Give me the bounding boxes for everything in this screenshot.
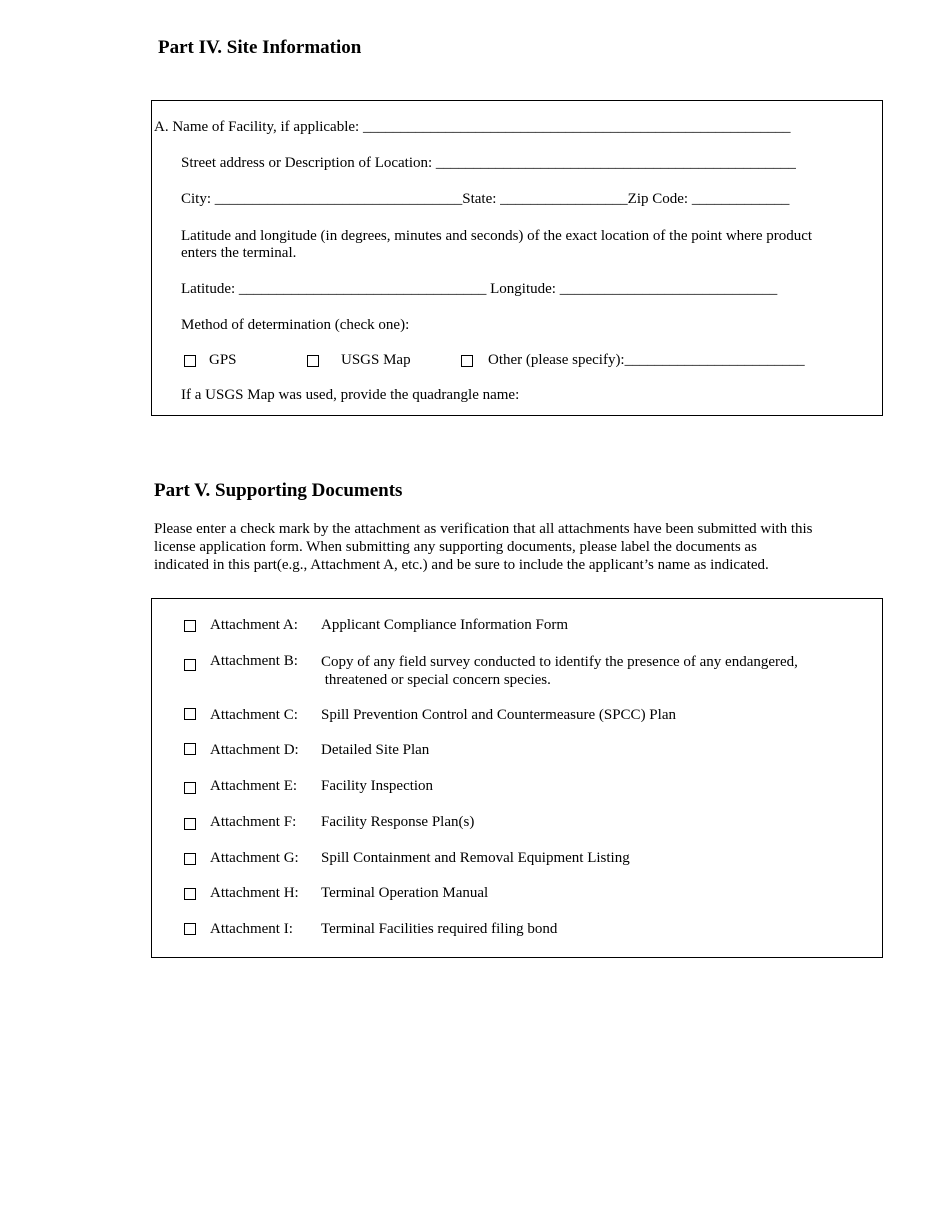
- attachment-g-checkbox[interactable]: [184, 853, 196, 865]
- attachment-h-checkbox[interactable]: [184, 888, 196, 900]
- attachment-a-desc: Applicant Compliance Information Form: [321, 617, 569, 633]
- attachment-b-desc-line: threatened or special concern species.: [321, 672, 551, 688]
- attachment-a-label: Attachment A:: [210, 617, 298, 633]
- attachment-d-checkbox[interactable]: [184, 743, 196, 755]
- method-label: Method of determination (check one):: [181, 317, 410, 333]
- intro-line: license application form. When submitting any supporting documents, please label the documents as: [154, 539, 757, 555]
- gps-checkbox[interactable]: [184, 355, 196, 367]
- intro-line: Please enter a check mark by the attachment as verification that all attachments have been submitted with this: [154, 521, 813, 537]
- attachment-e-checkbox[interactable]: [184, 782, 196, 794]
- latlong-desc-line: enters the terminal.: [181, 245, 297, 261]
- intro-line: indicated in this part(e.g., Attachment A, etc.) and be sure to include the applicant’s name as indicated.: [154, 557, 769, 573]
- usgs-quadrangle-prompt: If a USGS Map was used, provide the quadrangle name:: [181, 387, 520, 403]
- attachment-c-checkbox[interactable]: [184, 708, 196, 720]
- attachment-f-desc: Facility Response Plan(s): [321, 814, 475, 830]
- attachment-b-desc-line: Copy of any field survey conducted to identify the presence of any endangered,: [321, 654, 798, 670]
- attachment-e-desc: Facility Inspection: [321, 778, 434, 794]
- part5-title: Part V. Supporting Documents: [154, 480, 403, 501]
- latlong-description: [181, 228, 812, 262]
- attachment-g-label: Attachment G:: [210, 850, 299, 866]
- attachment-c-label: Attachment C:: [210, 707, 298, 723]
- usgs-map-option-label: USGS Map: [341, 352, 411, 368]
- attachment-b-label: Attachment B:: [210, 653, 298, 669]
- attachment-b-desc: [321, 653, 798, 689]
- attachment-d-label: Attachment D:: [210, 742, 299, 758]
- attachment-i-desc: Terminal Facilities required filing bond: [321, 921, 558, 937]
- street-address-field[interactable]: Street address or Description of Location: ________________________________________________: [181, 155, 796, 171]
- attachment-b-checkbox[interactable]: [184, 659, 196, 671]
- attachment-f-checkbox[interactable]: [184, 818, 196, 830]
- other-checkbox[interactable]: [461, 355, 473, 367]
- part4-title: Part IV. Site Information: [158, 37, 362, 58]
- part5-intro: [154, 520, 813, 574]
- attachment-i-checkbox[interactable]: [184, 923, 196, 935]
- attachment-g-desc: Spill Containment and Removal Equipment Listing: [321, 850, 630, 866]
- gps-option-label: GPS: [209, 352, 237, 368]
- attachment-h-label: Attachment H:: [210, 885, 299, 901]
- attachment-c-desc: Spill Prevention Control and Countermeasure (SPCC) Plan: [321, 707, 676, 723]
- facility-name-field[interactable]: A. Name of Facility, if applicable: _________________________________________________________: [154, 119, 791, 135]
- attachment-a-checkbox[interactable]: [184, 620, 196, 632]
- attachment-h-desc: Terminal Operation Manual: [321, 885, 489, 901]
- attachment-e-label: Attachment E:: [210, 778, 298, 794]
- usgs-map-checkbox[interactable]: [307, 355, 319, 367]
- latitude-longitude-field[interactable]: Latitude: _________________________________ Longitude: _____________________________: [181, 281, 778, 297]
- attachment-f-label: Attachment F:: [210, 814, 297, 830]
- latlong-desc-line: Latitude and longitude (in degrees, minutes and seconds) of the exact location of the point where product: [181, 228, 813, 244]
- attachment-i-label: Attachment I:: [210, 921, 293, 937]
- city-state-zip-field[interactable]: City: _________________________________State: _________________Zip Code: _____________: [181, 191, 790, 207]
- attachment-d-desc: Detailed Site Plan: [321, 742, 430, 758]
- other-option-field[interactable]: Other (please specify):________________________: [488, 352, 805, 368]
